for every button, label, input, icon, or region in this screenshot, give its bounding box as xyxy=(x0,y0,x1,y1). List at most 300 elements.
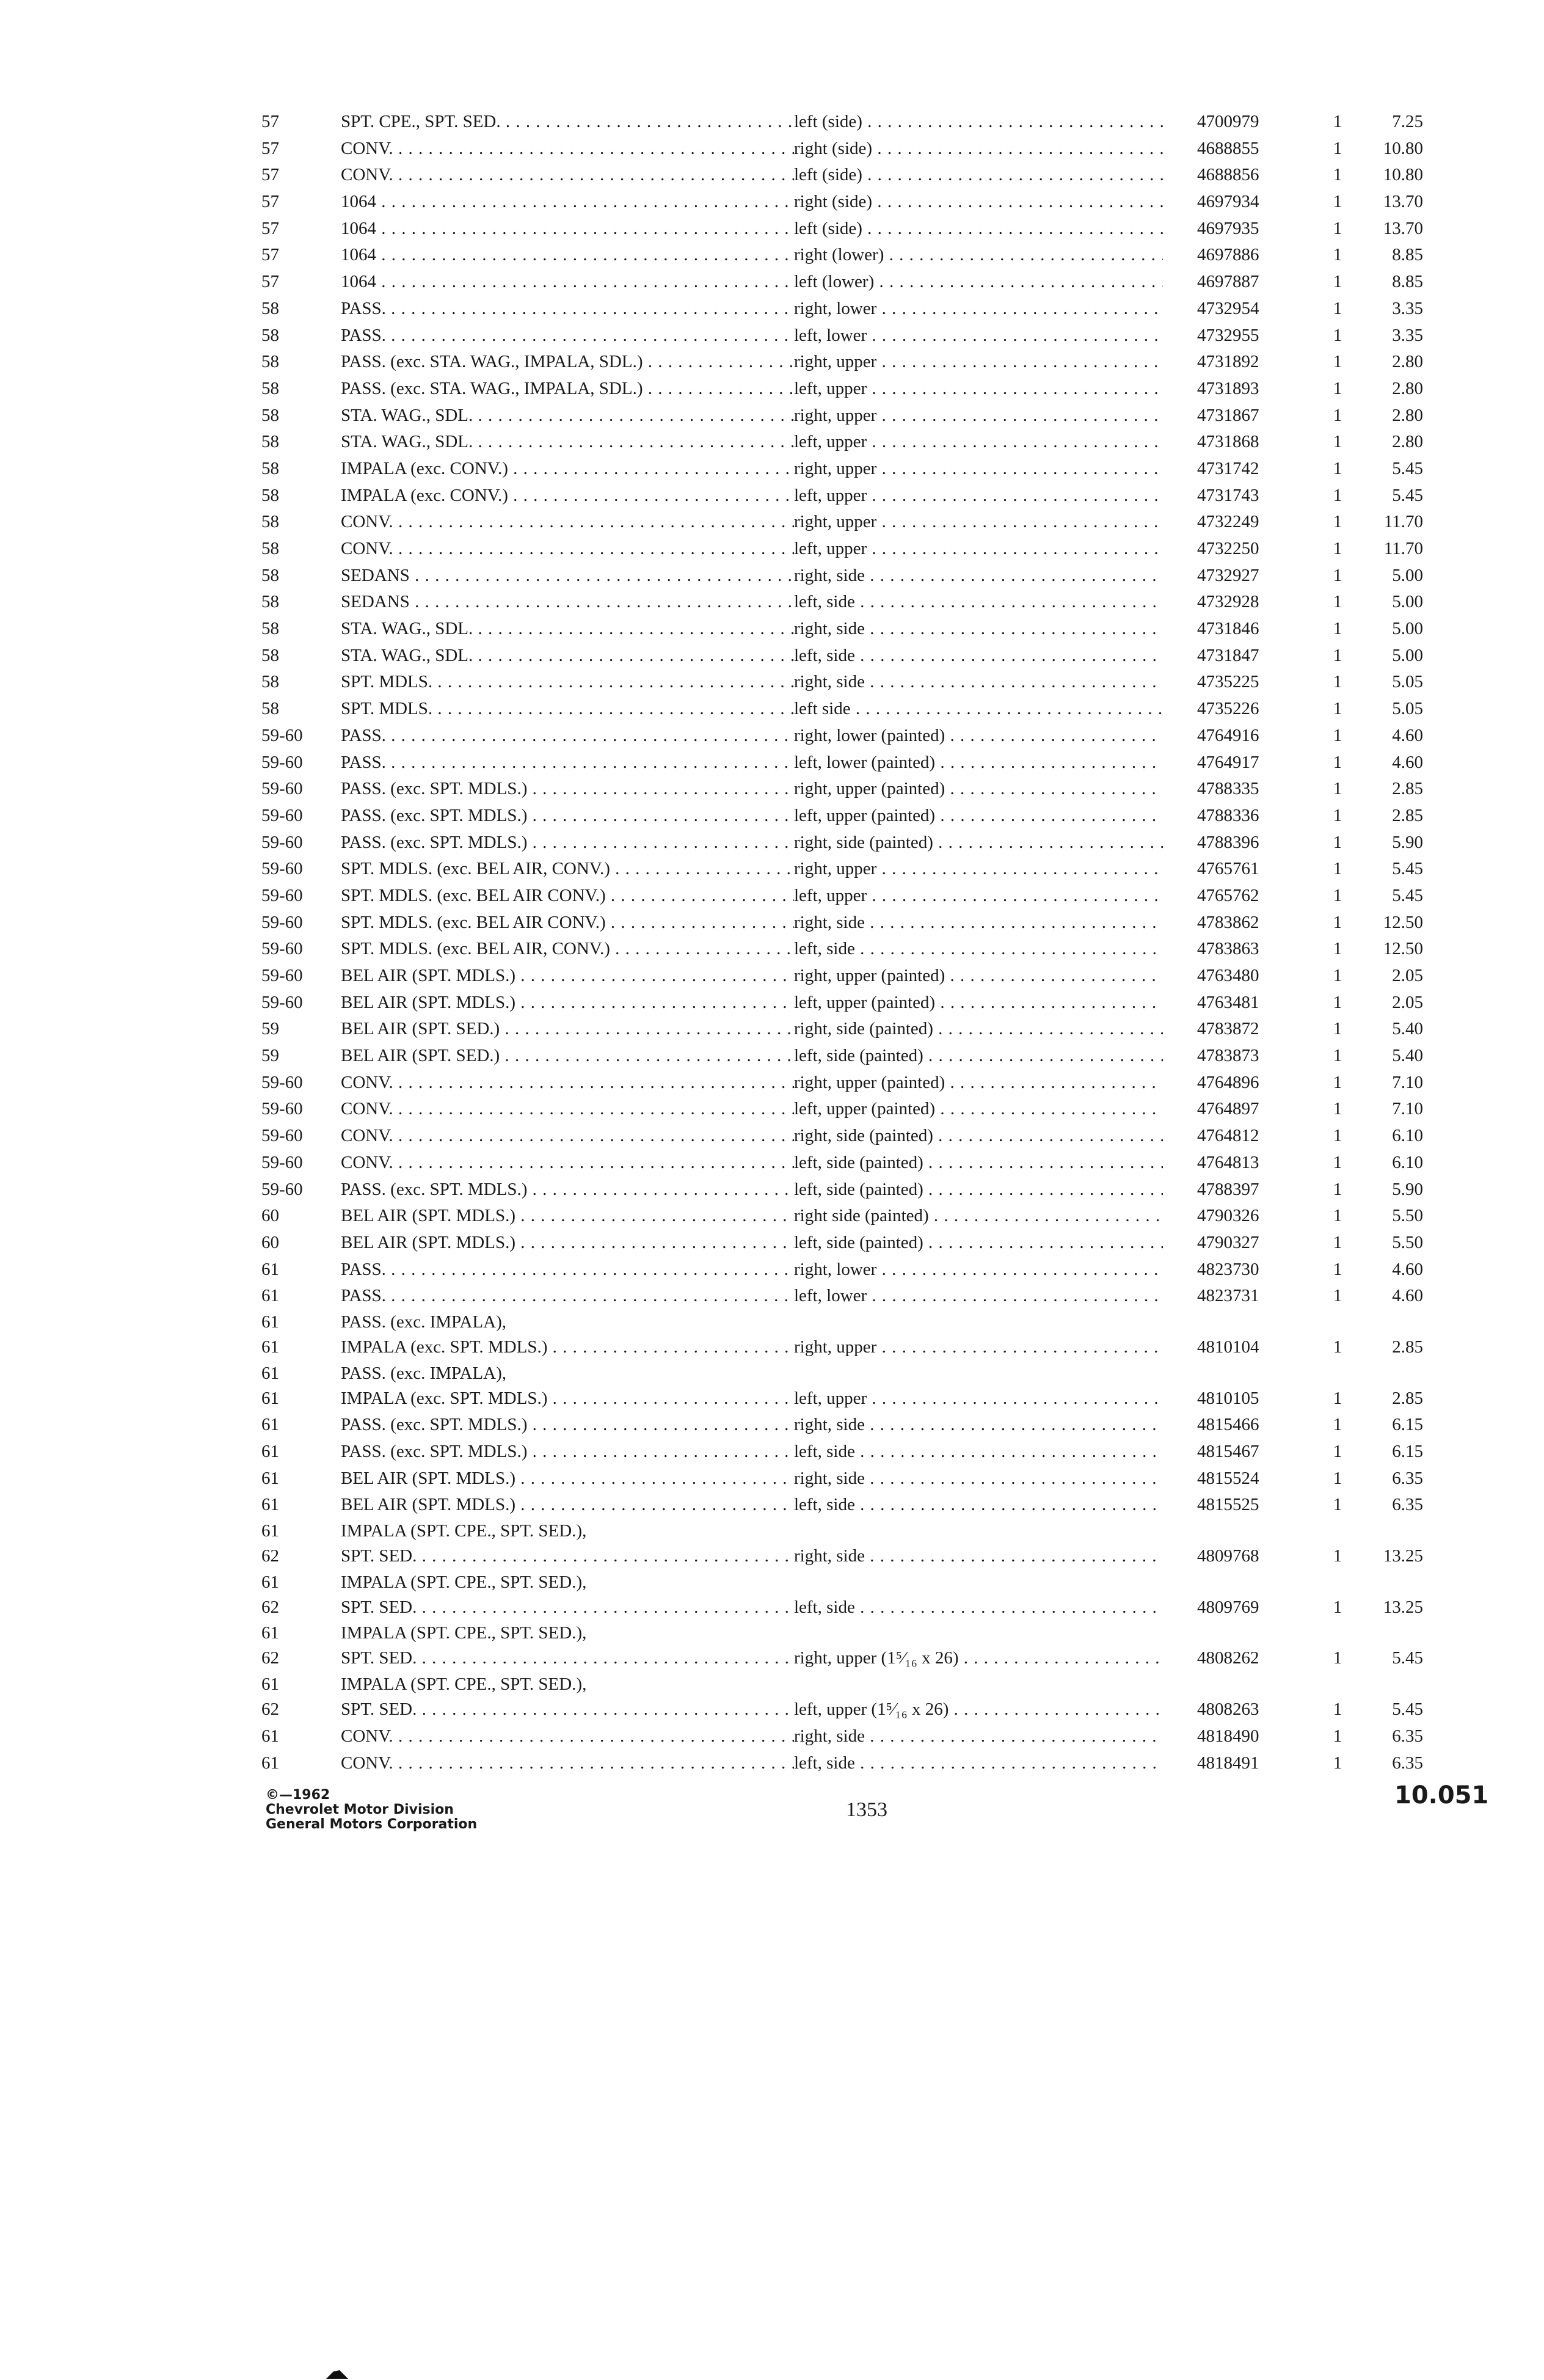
corporation-line: General Motors Corporation xyxy=(266,1817,478,1832)
location-cell: left (side) . . . xyxy=(794,162,1163,189)
part-number-cell: 4788336 xyxy=(1197,805,1259,825)
part-number-cell: 4818490 xyxy=(1197,1726,1259,1746)
table-row xyxy=(261,963,1455,990)
price-cell: 5.00 xyxy=(1392,565,1423,585)
quantity-cell: 1 xyxy=(1333,992,1342,1012)
location-cell: left side . . . xyxy=(794,696,1163,723)
year-cell: 57 xyxy=(261,245,279,265)
location-cell: right, upper . . . xyxy=(794,456,1163,483)
location-cell: left, lower . . . xyxy=(794,1283,1163,1310)
location-cell: right, side . . . xyxy=(794,563,1163,590)
part-number-cell: 4815525 xyxy=(1197,1495,1259,1515)
year-cell: 58 xyxy=(261,619,279,639)
quantity-cell: 1 xyxy=(1333,352,1342,372)
table-row xyxy=(261,616,1455,643)
description-cell: PASS. . . . xyxy=(341,323,794,349)
price-cell: 2.85 xyxy=(1392,779,1423,799)
table-row xyxy=(261,242,1455,269)
table-row xyxy=(261,323,1455,349)
quantity-cell: 1 xyxy=(1333,1699,1342,1720)
description-cell: PASS. (exc. SPT. MDLS.) . . . xyxy=(341,1177,794,1203)
part-number-cell: 4697887 xyxy=(1197,272,1259,292)
year-cell: 59-60 xyxy=(261,1126,303,1146)
part-number-cell: 4731892 xyxy=(1197,352,1259,372)
location-cell: left, side . . . xyxy=(794,589,1163,616)
table-row xyxy=(261,349,1455,376)
year-cell: 61 xyxy=(261,1623,279,1643)
price-cell: 12.50 xyxy=(1383,939,1423,959)
part-number-cell: 4731868 xyxy=(1197,432,1259,452)
price-cell: 13.70 xyxy=(1383,218,1423,238)
location-cell: right (side) . . . xyxy=(794,136,1163,162)
location-cell: right, side . . . xyxy=(794,1543,1163,1570)
description-cell: CONV. . . . xyxy=(341,1150,794,1177)
price-cell: 6.35 xyxy=(1392,1726,1423,1746)
table-row xyxy=(261,723,1455,750)
description-cell: CONV. . . . xyxy=(341,1123,794,1150)
price-cell: 4.60 xyxy=(1392,752,1423,772)
table-row xyxy=(261,1123,1455,1150)
price-cell: 5.50 xyxy=(1392,1206,1423,1226)
quantity-cell: 1 xyxy=(1333,672,1342,692)
price-cell: 5.45 xyxy=(1392,485,1423,505)
year-cell: 59-60 xyxy=(261,885,303,905)
description-cell: IMPALA (SPT. CPE., SPT. SED.), xyxy=(341,1521,587,1541)
part-number-cell: 4731867 xyxy=(1197,405,1259,425)
year-cell: 58 xyxy=(261,592,279,612)
table-row xyxy=(261,1696,1455,1723)
quantity-cell: 1 xyxy=(1333,939,1342,959)
description-cell: 1064 . . . xyxy=(341,269,794,296)
price-cell: 2.85 xyxy=(1392,1388,1423,1408)
location-cell: left, side (painted) . . . xyxy=(794,1177,1163,1203)
quantity-cell: 1 xyxy=(1333,378,1342,398)
quantity-cell: 1 xyxy=(1333,1259,1342,1279)
location-cell: left, lower (painted) . . . xyxy=(794,750,1163,776)
price-cell: 5.90 xyxy=(1392,1179,1423,1199)
quantity-cell: 1 xyxy=(1333,432,1342,452)
part-number-cell: 4763480 xyxy=(1197,966,1259,985)
location-cell: left (side) . . . xyxy=(794,109,1163,136)
table-row xyxy=(261,803,1455,830)
part-number-cell: 4810105 xyxy=(1197,1388,1259,1408)
year-cell: 58 xyxy=(261,539,279,558)
quantity-cell: 1 xyxy=(1333,1468,1342,1488)
year-cell: 58 xyxy=(261,645,279,665)
part-number-cell: 4783873 xyxy=(1197,1046,1259,1066)
quantity-cell: 1 xyxy=(1333,779,1342,799)
location-cell: left, upper (painted) . . . xyxy=(794,803,1163,830)
price-cell: 11.70 xyxy=(1383,539,1423,558)
table-row xyxy=(261,696,1455,723)
part-number-cell: 4764813 xyxy=(1197,1152,1259,1172)
price-cell: 12.50 xyxy=(1383,912,1423,932)
year-cell: 59-60 xyxy=(261,1099,303,1119)
description-cell: STA. WAG., SDL. . . . xyxy=(341,403,794,429)
year-cell: 62 xyxy=(261,1597,279,1617)
part-number-cell: 4735226 xyxy=(1197,699,1259,719)
price-cell: 5.05 xyxy=(1392,672,1423,692)
price-cell: 6.35 xyxy=(1392,1468,1423,1488)
part-number-cell: 4790327 xyxy=(1197,1232,1259,1252)
price-cell: 2.05 xyxy=(1392,966,1423,985)
location-cell: right, upper (painted) . . . xyxy=(794,776,1163,803)
year-cell: 60 xyxy=(261,1232,279,1252)
table-row-continued xyxy=(261,1570,1455,1594)
location-cell: left, side (painted) . . . xyxy=(794,1150,1163,1177)
description-cell: SEDANS . . . xyxy=(341,563,794,590)
location-cell: right, side (painted) . . . xyxy=(794,830,1163,856)
price-cell: 7.25 xyxy=(1392,112,1423,131)
table-row xyxy=(261,936,1455,963)
year-cell: 59-60 xyxy=(261,1179,303,1199)
part-number-cell: 4764896 xyxy=(1197,1072,1259,1092)
part-number-cell: 4764812 xyxy=(1197,1126,1259,1146)
quantity-cell: 1 xyxy=(1333,1495,1342,1515)
location-cell: left (lower) . . . xyxy=(794,269,1163,296)
price-cell: 2.80 xyxy=(1392,405,1423,425)
description-cell: CONV. . . . xyxy=(341,136,794,162)
location-cell: right, side . . . xyxy=(794,1466,1163,1492)
table-row xyxy=(261,1466,1455,1492)
table-row xyxy=(261,456,1455,483)
table-row xyxy=(261,669,1455,696)
price-cell: 5.00 xyxy=(1392,619,1423,639)
quantity-cell: 1 xyxy=(1333,1099,1342,1119)
description-cell: SPT. SED. . . . xyxy=(341,1696,794,1723)
description-cell: BEL AIR (SPT. MDLS.) . . . xyxy=(341,1230,794,1257)
quantity-cell: 1 xyxy=(1333,298,1342,318)
price-cell: 2.80 xyxy=(1392,432,1423,452)
location-cell: right, upper . . . xyxy=(794,349,1163,376)
part-number-cell: 4783862 xyxy=(1197,912,1259,932)
table-row xyxy=(261,1412,1455,1439)
year-cell: 59 xyxy=(261,1019,279,1039)
table-row xyxy=(261,1385,1455,1412)
description-cell: PASS. (exc. IMPALA), xyxy=(341,1363,506,1383)
copyright-block xyxy=(266,1788,477,1832)
part-number-cell: 4732955 xyxy=(1197,325,1259,345)
description-cell: SPT. SED. . . . xyxy=(341,1645,794,1672)
price-cell: 13.25 xyxy=(1383,1597,1423,1617)
description-cell: IMPALA (SPT. CPE., SPT. SED.), xyxy=(341,1623,587,1643)
table-row xyxy=(261,1230,1455,1257)
table-row xyxy=(261,1334,1455,1361)
location-cell: left, upper . . . xyxy=(794,1385,1163,1412)
year-cell: 61 xyxy=(261,1312,279,1332)
table-row xyxy=(261,269,1455,296)
table-row xyxy=(261,1645,1455,1672)
location-cell: left, side . . . xyxy=(794,1594,1163,1621)
table-row xyxy=(261,1723,1455,1750)
year-cell: 57 xyxy=(261,272,279,292)
quantity-cell: 1 xyxy=(1333,1019,1342,1039)
part-number-cell: 4823731 xyxy=(1197,1286,1259,1306)
table-row xyxy=(261,1203,1455,1230)
quantity-cell: 1 xyxy=(1333,512,1342,532)
part-number-cell: 4765761 xyxy=(1197,859,1259,879)
quantity-cell: 1 xyxy=(1333,1286,1342,1306)
description-cell: SPT. MDLS. (exc. BEL AIR, CONV.) . . . xyxy=(341,936,794,963)
quantity-cell: 1 xyxy=(1333,885,1342,905)
table-row xyxy=(261,1543,1455,1570)
price-cell: 6.15 xyxy=(1392,1415,1423,1435)
description-cell: PASS. (exc. SPT. MDLS.) . . . xyxy=(341,803,794,830)
quantity-cell: 1 xyxy=(1333,1753,1342,1773)
year-cell: 59-60 xyxy=(261,939,303,959)
table-row xyxy=(261,1070,1455,1097)
location-cell: left, side . . . xyxy=(794,1750,1163,1777)
description-cell: IMPALA (SPT. CPE., SPT. SED.), xyxy=(341,1572,587,1592)
part-number-cell: 4731846 xyxy=(1197,619,1259,639)
table-row-continued xyxy=(261,1672,1455,1696)
page-number: 1353 xyxy=(846,1798,887,1821)
quantity-cell: 1 xyxy=(1333,805,1342,825)
price-cell: 5.00 xyxy=(1392,645,1423,665)
quantity-cell: 1 xyxy=(1333,1337,1342,1357)
table-row xyxy=(261,563,1455,590)
table-row-continued xyxy=(261,1310,1455,1334)
year-cell: 59-60 xyxy=(261,1072,303,1092)
part-number-cell: 4809768 xyxy=(1197,1546,1259,1566)
price-cell: 5.45 xyxy=(1392,1648,1423,1668)
part-number-cell: 4697935 xyxy=(1197,218,1259,238)
year-cell: 58 xyxy=(261,298,279,318)
description-cell: CONV. . . . xyxy=(341,536,794,563)
table-row xyxy=(261,162,1455,189)
year-cell: 59 xyxy=(261,1046,279,1066)
table-row xyxy=(261,1016,1455,1043)
table-row xyxy=(261,189,1455,216)
quantity-cell: 1 xyxy=(1333,565,1342,585)
location-cell: left, upper . . . xyxy=(794,483,1163,509)
year-cell: 59-60 xyxy=(261,805,303,825)
location-cell: right, upper (painted) . . . xyxy=(794,1070,1163,1097)
description-cell: 1064 . . . xyxy=(341,189,794,216)
description-cell: IMPALA (exc. CONV.) . . . xyxy=(341,483,794,509)
quantity-cell: 1 xyxy=(1333,485,1342,505)
quantity-cell: 1 xyxy=(1333,832,1342,852)
table-row xyxy=(261,910,1455,936)
location-cell: left, side . . . xyxy=(794,936,1163,963)
description-cell: PASS. (exc. IMPALA), xyxy=(341,1312,506,1332)
table-row xyxy=(261,589,1455,616)
price-cell: 6.10 xyxy=(1392,1126,1423,1146)
location-cell: left, upper (1⁵⁄₁₆ x 26) . . . xyxy=(794,1696,1163,1723)
part-number-cell: 4688855 xyxy=(1197,138,1259,158)
description-cell: PASS. (exc. SPT. MDLS.) . . . xyxy=(341,1412,794,1439)
year-cell: 58 xyxy=(261,458,279,478)
year-cell: 59-60 xyxy=(261,725,303,745)
quantity-cell: 1 xyxy=(1333,1648,1342,1668)
price-cell: 5.45 xyxy=(1392,859,1423,879)
location-cell: left, side (painted) . . . xyxy=(794,1043,1163,1070)
price-cell: 10.80 xyxy=(1383,138,1423,158)
location-cell: right, upper . . . xyxy=(794,1334,1163,1361)
description-cell: CONV. . . . xyxy=(341,1750,794,1777)
year-cell: 59-60 xyxy=(261,912,303,932)
table-row-continued xyxy=(261,1519,1455,1543)
price-cell: 11.70 xyxy=(1383,512,1423,532)
description-cell: STA. WAG., SDL. . . . xyxy=(341,643,794,670)
year-cell: 61 xyxy=(261,1442,279,1461)
location-cell: right, side . . . xyxy=(794,669,1163,696)
table-row xyxy=(261,429,1455,456)
price-cell: 2.05 xyxy=(1392,992,1423,1012)
year-cell: 59-60 xyxy=(261,779,303,799)
part-number-cell: 4783872 xyxy=(1197,1019,1259,1039)
year-cell: 57 xyxy=(261,192,279,212)
part-number-cell: 4697934 xyxy=(1197,192,1259,212)
table-row xyxy=(261,1177,1455,1203)
price-cell: 2.85 xyxy=(1392,805,1423,825)
description-cell: CONV. . . . xyxy=(341,509,794,536)
price-cell: 5.05 xyxy=(1392,699,1423,719)
year-cell: 61 xyxy=(261,1259,279,1279)
part-number-cell: 4790326 xyxy=(1197,1206,1259,1226)
price-cell: 10.80 xyxy=(1383,165,1423,185)
part-number-cell: 4732249 xyxy=(1197,512,1259,532)
quantity-cell: 1 xyxy=(1333,1442,1342,1461)
description-cell: CONV. . . . xyxy=(341,1723,794,1750)
quantity-cell: 1 xyxy=(1333,752,1342,772)
year-cell: 59-60 xyxy=(261,966,303,985)
quantity-cell: 1 xyxy=(1333,592,1342,612)
year-cell: 58 xyxy=(261,325,279,345)
location-cell: right side (painted) . . . xyxy=(794,1203,1163,1230)
year-cell: 62 xyxy=(261,1699,279,1720)
part-number-cell: 4815467 xyxy=(1197,1442,1259,1461)
year-cell: 58 xyxy=(261,432,279,452)
description-cell: IMPALA (exc. SPT. MDLS.) . . . xyxy=(341,1385,794,1412)
year-cell: 58 xyxy=(261,699,279,719)
location-cell: left, side . . . xyxy=(794,1492,1163,1519)
quantity-cell: 1 xyxy=(1333,859,1342,879)
part-number-cell: 4818491 xyxy=(1197,1753,1259,1773)
year-cell: 58 xyxy=(261,405,279,425)
table-row xyxy=(261,1283,1455,1310)
price-cell: 2.80 xyxy=(1392,378,1423,398)
quantity-cell: 1 xyxy=(1333,645,1342,665)
location-cell: right (lower) . . . xyxy=(794,242,1163,269)
year-cell: 59-60 xyxy=(261,859,303,879)
quantity-cell: 1 xyxy=(1333,966,1342,985)
year-cell: 57 xyxy=(261,218,279,238)
quantity-cell: 1 xyxy=(1333,325,1342,345)
ink-mark xyxy=(325,2368,349,2380)
price-cell: 2.85 xyxy=(1392,1337,1423,1357)
year-cell: 61 xyxy=(261,1388,279,1408)
location-cell: right, upper (1⁵⁄₁₆ x 26) . . . xyxy=(794,1645,1163,1672)
part-number-cell: 4823730 xyxy=(1197,1259,1259,1279)
price-cell: 7.10 xyxy=(1392,1099,1423,1119)
quantity-cell: 1 xyxy=(1333,405,1342,425)
location-cell: left, side . . . xyxy=(794,643,1163,670)
location-cell: right, lower . . . xyxy=(794,296,1163,323)
price-cell: 6.15 xyxy=(1392,1442,1423,1461)
quantity-cell: 1 xyxy=(1333,1126,1342,1146)
location-cell: right, side . . . xyxy=(794,910,1163,936)
location-cell: right, upper . . . xyxy=(794,856,1163,883)
location-cell: left, upper . . . xyxy=(794,536,1163,563)
quantity-cell: 1 xyxy=(1333,138,1342,158)
price-cell: 7.10 xyxy=(1392,1072,1423,1092)
description-cell: CONV. . . . xyxy=(341,1096,794,1123)
table-row xyxy=(261,830,1455,856)
table-row xyxy=(261,856,1455,883)
year-cell: 58 xyxy=(261,512,279,532)
price-cell: 13.25 xyxy=(1383,1546,1423,1566)
table-row xyxy=(261,296,1455,323)
location-cell: right, side (painted) . . . xyxy=(794,1123,1163,1150)
description-cell: IMPALA (exc. CONV.) . . . xyxy=(341,456,794,483)
part-number-cell: 4688856 xyxy=(1197,165,1259,185)
year-cell: 59-60 xyxy=(261,1152,303,1172)
description-cell: BEL AIR (SPT. MDLS.) . . . xyxy=(341,1492,794,1519)
table-row xyxy=(261,883,1455,910)
description-cell: PASS. (exc. SPT. MDLS.) . . . xyxy=(341,830,794,856)
location-cell: right, lower . . . xyxy=(794,1257,1163,1283)
description-cell: BEL AIR (SPT. MDLS.) . . . xyxy=(341,963,794,990)
description-cell: BEL AIR (SPT. MDLS.) . . . xyxy=(341,990,794,1017)
description-cell: SPT. CPE., SPT. SED. . . . xyxy=(341,109,794,136)
year-cell: 57 xyxy=(261,112,279,131)
part-number-cell: 4783863 xyxy=(1197,939,1259,959)
location-cell: left (side) . . . xyxy=(794,216,1163,243)
year-cell: 61 xyxy=(261,1337,279,1357)
table-row xyxy=(261,1096,1455,1123)
location-cell: left, upper (painted) . . . xyxy=(794,990,1163,1017)
description-cell: PASS. . . . xyxy=(341,1257,794,1283)
quantity-cell: 1 xyxy=(1333,1546,1342,1566)
quantity-cell: 1 xyxy=(1333,1388,1342,1408)
quantity-cell: 1 xyxy=(1333,1152,1342,1172)
location-cell: left, upper . . . xyxy=(794,429,1163,456)
description-cell: PASS. (exc. STA. WAG., IMPALA, SDL.) . . . xyxy=(341,349,794,376)
quantity-cell: 1 xyxy=(1333,1232,1342,1252)
price-cell: 8.85 xyxy=(1392,272,1423,292)
description-cell: BEL AIR (SPT. SED.) . . . xyxy=(341,1016,794,1043)
quantity-cell: 1 xyxy=(1333,1046,1342,1066)
year-cell: 59-60 xyxy=(261,832,303,852)
price-cell: 6.10 xyxy=(1392,1152,1423,1172)
quantity-cell: 1 xyxy=(1333,619,1342,639)
year-cell: 61 xyxy=(261,1674,279,1695)
part-number-cell: 4815466 xyxy=(1197,1415,1259,1435)
description-cell: SPT. MDLS. (exc. BEL AIR, CONV.) . . . xyxy=(341,856,794,883)
year-cell: 59-60 xyxy=(261,752,303,772)
description-cell: PASS. (exc. STA. WAG., IMPALA, SDL.) . . . xyxy=(341,376,794,403)
price-cell: 13.70 xyxy=(1383,192,1423,212)
table-row xyxy=(261,1594,1455,1621)
year-cell: 58 xyxy=(261,378,279,398)
quantity-cell: 1 xyxy=(1333,725,1342,745)
quantity-cell: 1 xyxy=(1333,1415,1342,1435)
year-cell: 60 xyxy=(261,1206,279,1226)
price-cell: 4.60 xyxy=(1392,1286,1423,1306)
part-number-cell: 4808263 xyxy=(1197,1699,1259,1720)
description-cell: PASS. . . . xyxy=(341,750,794,776)
year-cell: 58 xyxy=(261,565,279,585)
quantity-cell: 1 xyxy=(1333,699,1342,719)
part-number-cell: 4731743 xyxy=(1197,485,1259,505)
year-cell: 62 xyxy=(261,1648,279,1668)
table-row xyxy=(261,990,1455,1017)
part-number-cell: 4808262 xyxy=(1197,1648,1259,1668)
quantity-cell: 1 xyxy=(1333,245,1342,265)
year-cell: 57 xyxy=(261,138,279,158)
year-cell: 59-60 xyxy=(261,992,303,1012)
